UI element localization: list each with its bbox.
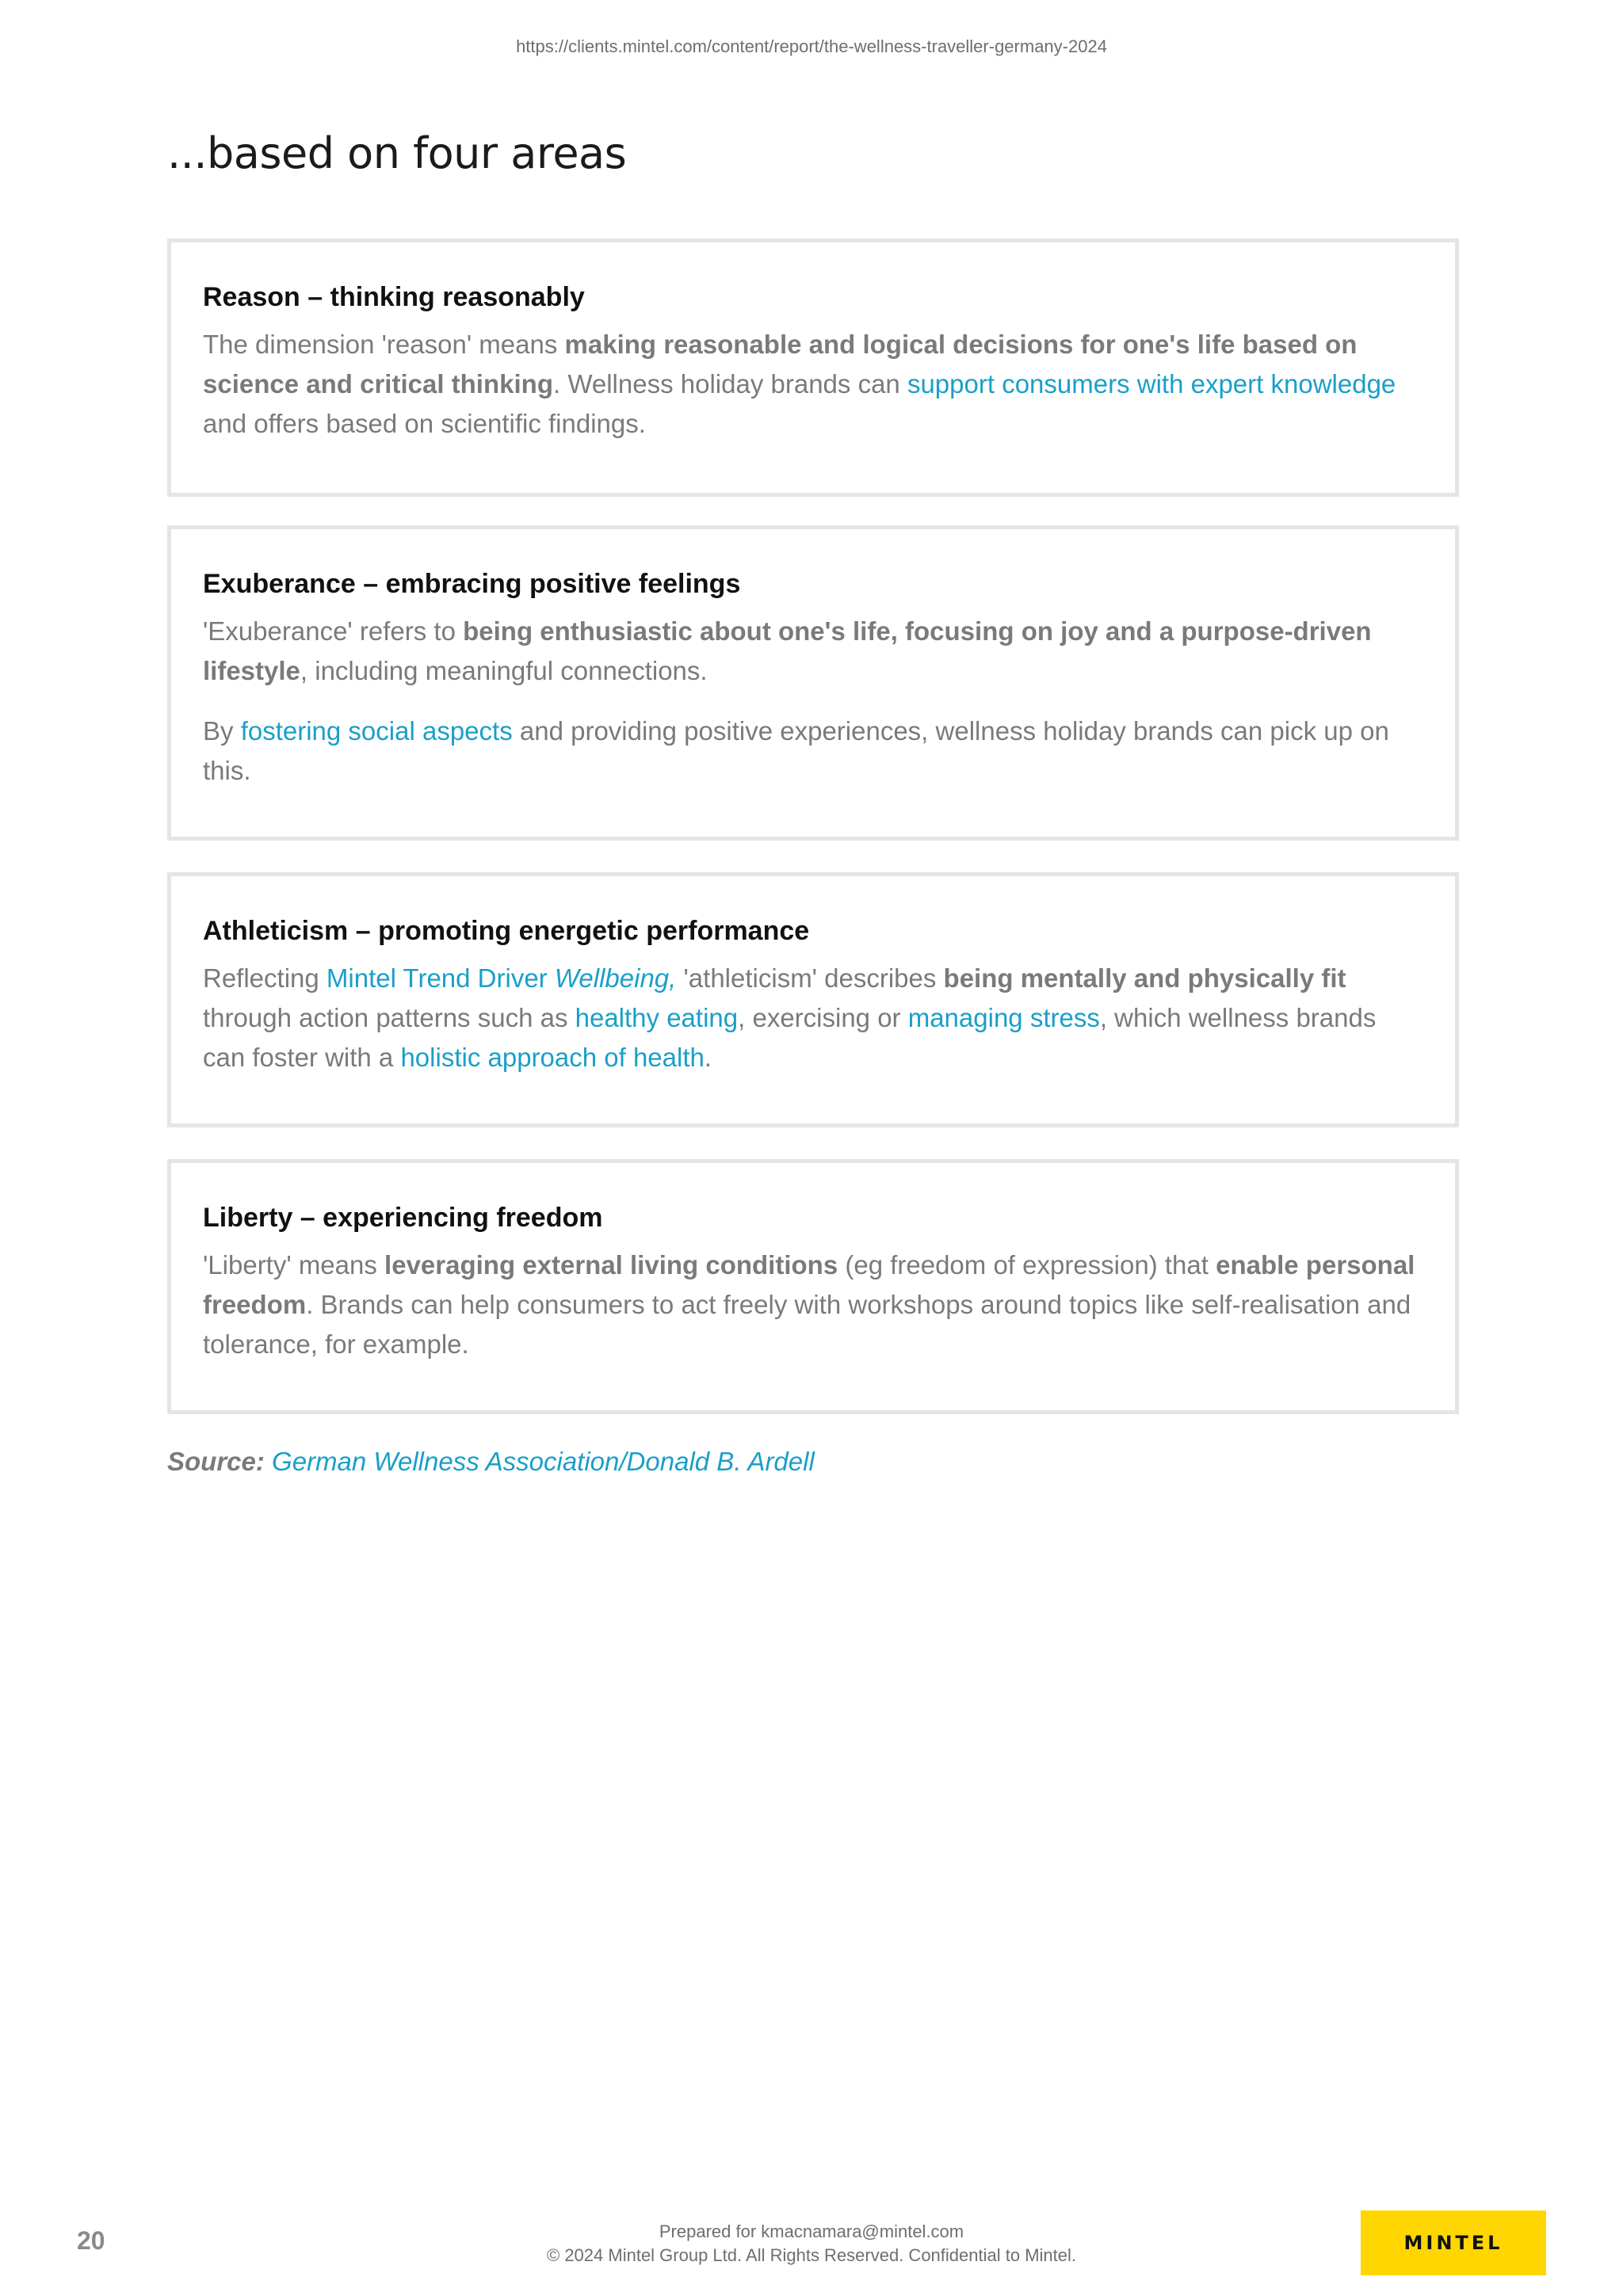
text: By (203, 716, 241, 746)
bold-text: leveraging external living conditions (384, 1250, 838, 1280)
text: , exercising or (738, 1003, 908, 1032)
source-line (167, 1447, 815, 1477)
link-expert-knowledge[interactable]: support consumers with expert knowledge (907, 369, 1396, 399)
link-text-italic: Wellbeing, (554, 963, 677, 993)
card-paragraph (203, 325, 1423, 444)
text: 'athleticism' describes (676, 963, 944, 993)
text: . (704, 1043, 712, 1072)
copyright-notice: © 2024 Mintel Group Ltd. All Rights Reserved. Confidential to Mintel. (547, 2245, 1076, 2265)
card-athleticism (167, 872, 1459, 1127)
text: , including meaningful connections. (300, 656, 708, 685)
text: and offers based on scientific findings. (203, 409, 646, 438)
text: Reflecting (203, 963, 327, 993)
text: The dimension 'reason' means (203, 330, 565, 359)
page-number: 20 (77, 2226, 105, 2255)
page-url: https://clients.mintel.com/content/report/the-wellness-traveller-germany-2024 (516, 36, 1107, 56)
link-healthy-eating[interactable]: healthy eating (575, 1003, 739, 1032)
card-reason (167, 238, 1459, 497)
card-liberty (167, 1159, 1459, 1414)
card-title: Exuberance – embracing positive feelings (203, 569, 741, 599)
bold-text: enable personal freedom (203, 1250, 1415, 1319)
text: (eg freedom of expression) that (838, 1250, 1216, 1280)
prepared-for: Prepared for kmacnamara@mintel.com (659, 2222, 964, 2241)
link-text: Mintel Trend Driver (326, 963, 555, 993)
link-holistic-approach[interactable]: holistic approach of health (400, 1043, 705, 1072)
bold-text: making reasonable and logical decisions for one's life based on science and critical thinking (203, 330, 1358, 399)
link-managing-stress[interactable]: managing stress (907, 1003, 1100, 1032)
card-paragraph (203, 711, 1423, 791)
card-paragraph (203, 959, 1423, 1077)
source-link[interactable]: German Wellness Association/Donald B. Ardell (272, 1447, 815, 1476)
card-title: Liberty – experiencing freedom (203, 1203, 603, 1233)
page-title: ...based on four areas (167, 128, 627, 178)
card-paragraph (203, 612, 1423, 691)
text: . Brands can help consumers to act freely with workshops around topics like self-realisation and tolerance, for example. (203, 1290, 1411, 1359)
card-exuberance (167, 525, 1459, 841)
text: , which wellness brands can foster with a (203, 1003, 1377, 1072)
text: 'Exuberance' refers to (203, 616, 464, 646)
text: . Wellness holiday brands can (552, 369, 907, 399)
text: through action patterns such as (203, 1003, 575, 1032)
bold-text: being enthusiastic about one's life, focusing on joy and a purpose-driven lifestyle (203, 616, 1372, 685)
link-mintel-trend-driver[interactable] (327, 963, 676, 993)
card-title: Athleticism – promoting energetic performance (203, 916, 810, 946)
text: 'Liberty' means (203, 1250, 385, 1280)
link-fostering-social-aspects[interactable]: fostering social aspects (240, 716, 513, 746)
text: and providing positive experiences, wellness holiday brands can pick up on this. (203, 716, 1389, 785)
card-title: Reason – thinking reasonably (203, 282, 585, 312)
source-label: Source: (167, 1447, 265, 1476)
mintel-logo: MINTEL (1361, 2210, 1546, 2275)
bold-text: being mentally and physically fit (943, 963, 1346, 993)
card-paragraph (203, 1245, 1423, 1364)
